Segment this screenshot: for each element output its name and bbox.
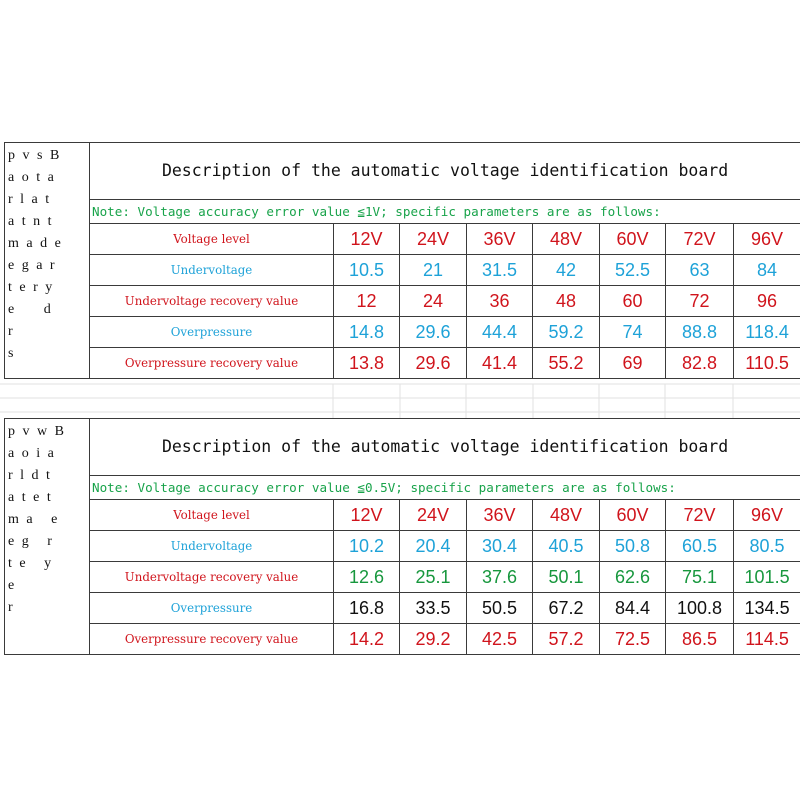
note-text: Note: Voltage accuracy error value ≦0.5V; specific parameters are as follows: [90,476,800,500]
value-cell: 48 [533,286,600,317]
title-cell [90,419,800,476]
value-cell: 10.2 [334,531,400,562]
row-label: Overpressure [90,317,334,348]
value-cell: 55.2 [533,348,600,379]
value-cell: 60V [600,500,666,531]
value-cell: 29.6 [400,348,467,379]
value-cell: 88.8 [666,317,734,348]
value-cell: 62.6 [600,562,666,593]
value-cell: 48V [533,224,600,255]
value-cell: 20.4 [400,531,467,562]
side-label-stack: p v s B a o t a r l a t a t n t m a d e e g a r t e r y e d r s [8,148,63,361]
value-cell: 14.2 [334,624,400,655]
value-cell: 52.5 [600,255,666,286]
value-cell: 12.6 [334,562,400,593]
value-cell: 101.5 [734,562,800,593]
value-cell: 25.1 [400,562,467,593]
value-cell: 13.8 [334,348,400,379]
value-cell: 96V [734,224,800,255]
page-title: Description of the automatic voltage identification board [161,437,729,456]
value-cell: 82.8 [666,348,734,379]
value-cell: 36V [467,500,533,531]
value-cell: 118.4 [734,317,800,348]
value-cell: 36 [467,286,533,317]
value-cell: 96V [734,500,800,531]
value-cell: 75.1 [666,562,734,593]
value-cell: 29.2 [400,624,467,655]
value-cell: 37.6 [467,562,533,593]
value-cell: 10.5 [334,255,400,286]
value-cell: 110.5 [734,348,800,379]
board-2-table [4,418,800,655]
value-cell: 33.5 [400,593,467,624]
value-cell: 100.8 [666,593,734,624]
row-label: Undervoltage [90,531,334,562]
value-cell: 67.2 [533,593,600,624]
value-cell: 114.5 [734,624,800,655]
row-label: Undervoltage recovery value [90,562,334,593]
value-cell: 30.4 [467,531,533,562]
row-label: Voltage level [90,224,334,255]
value-cell: 31.5 [467,255,533,286]
value-cell: 74 [600,317,666,348]
board-1-table [4,142,800,379]
side-label-stack: p v w B a o i a r l d t a t e t m a e e g r t e y e r [8,424,66,615]
side-label-cell [5,419,90,655]
side-label-cell [5,143,90,379]
value-cell: 40.5 [533,531,600,562]
value-cell: 42.5 [467,624,533,655]
row-label: Voltage level [90,500,334,531]
value-cell: 72V [666,500,734,531]
value-cell: 80.5 [734,531,800,562]
value-cell: 24 [400,286,467,317]
value-cell: 50.5 [467,593,533,624]
value-cell: 86.5 [666,624,734,655]
value-cell: 84.4 [600,593,666,624]
value-cell: 16.8 [334,593,400,624]
value-cell: 44.4 [467,317,533,348]
value-cell: 69 [600,348,666,379]
value-cell: 42 [533,255,600,286]
value-cell: 72 [666,286,734,317]
row-label: Overpressure recovery value [90,348,334,379]
row-label: Overpressure recovery value [90,624,334,655]
value-cell: 48V [533,500,600,531]
value-cell: 57.2 [533,624,600,655]
value-cell: 96 [734,286,800,317]
row-label: Undervoltage [90,255,334,286]
value-cell: 12V [334,224,400,255]
value-cell: 72V [666,224,734,255]
value-cell: 60 [600,286,666,317]
row-label: Overpressure [90,593,334,624]
row-label: Undervoltage recovery value [90,286,334,317]
value-cell: 60.5 [666,531,734,562]
value-cell: 84 [734,255,800,286]
value-cell: 12V [334,500,400,531]
value-cell: 63 [666,255,734,286]
value-cell: 24V [400,224,467,255]
value-cell: 59.2 [533,317,600,348]
value-cell: 21 [400,255,467,286]
note-text: Note: Voltage accuracy error value ≦1V; specific parameters are as follows: [90,200,800,224]
value-cell: 134.5 [734,593,800,624]
value-cell: 41.4 [467,348,533,379]
page-title: Description of the automatic voltage identification board [161,161,729,180]
value-cell: 50.1 [533,562,600,593]
value-cell: 24V [400,500,467,531]
value-cell: 29.6 [400,317,467,348]
title-cell [90,143,800,200]
value-cell: 72.5 [600,624,666,655]
value-cell: 50.8 [600,531,666,562]
value-cell: 60V [600,224,666,255]
value-cell: 36V [467,224,533,255]
value-cell: 12 [334,286,400,317]
value-cell: 14.8 [334,317,400,348]
